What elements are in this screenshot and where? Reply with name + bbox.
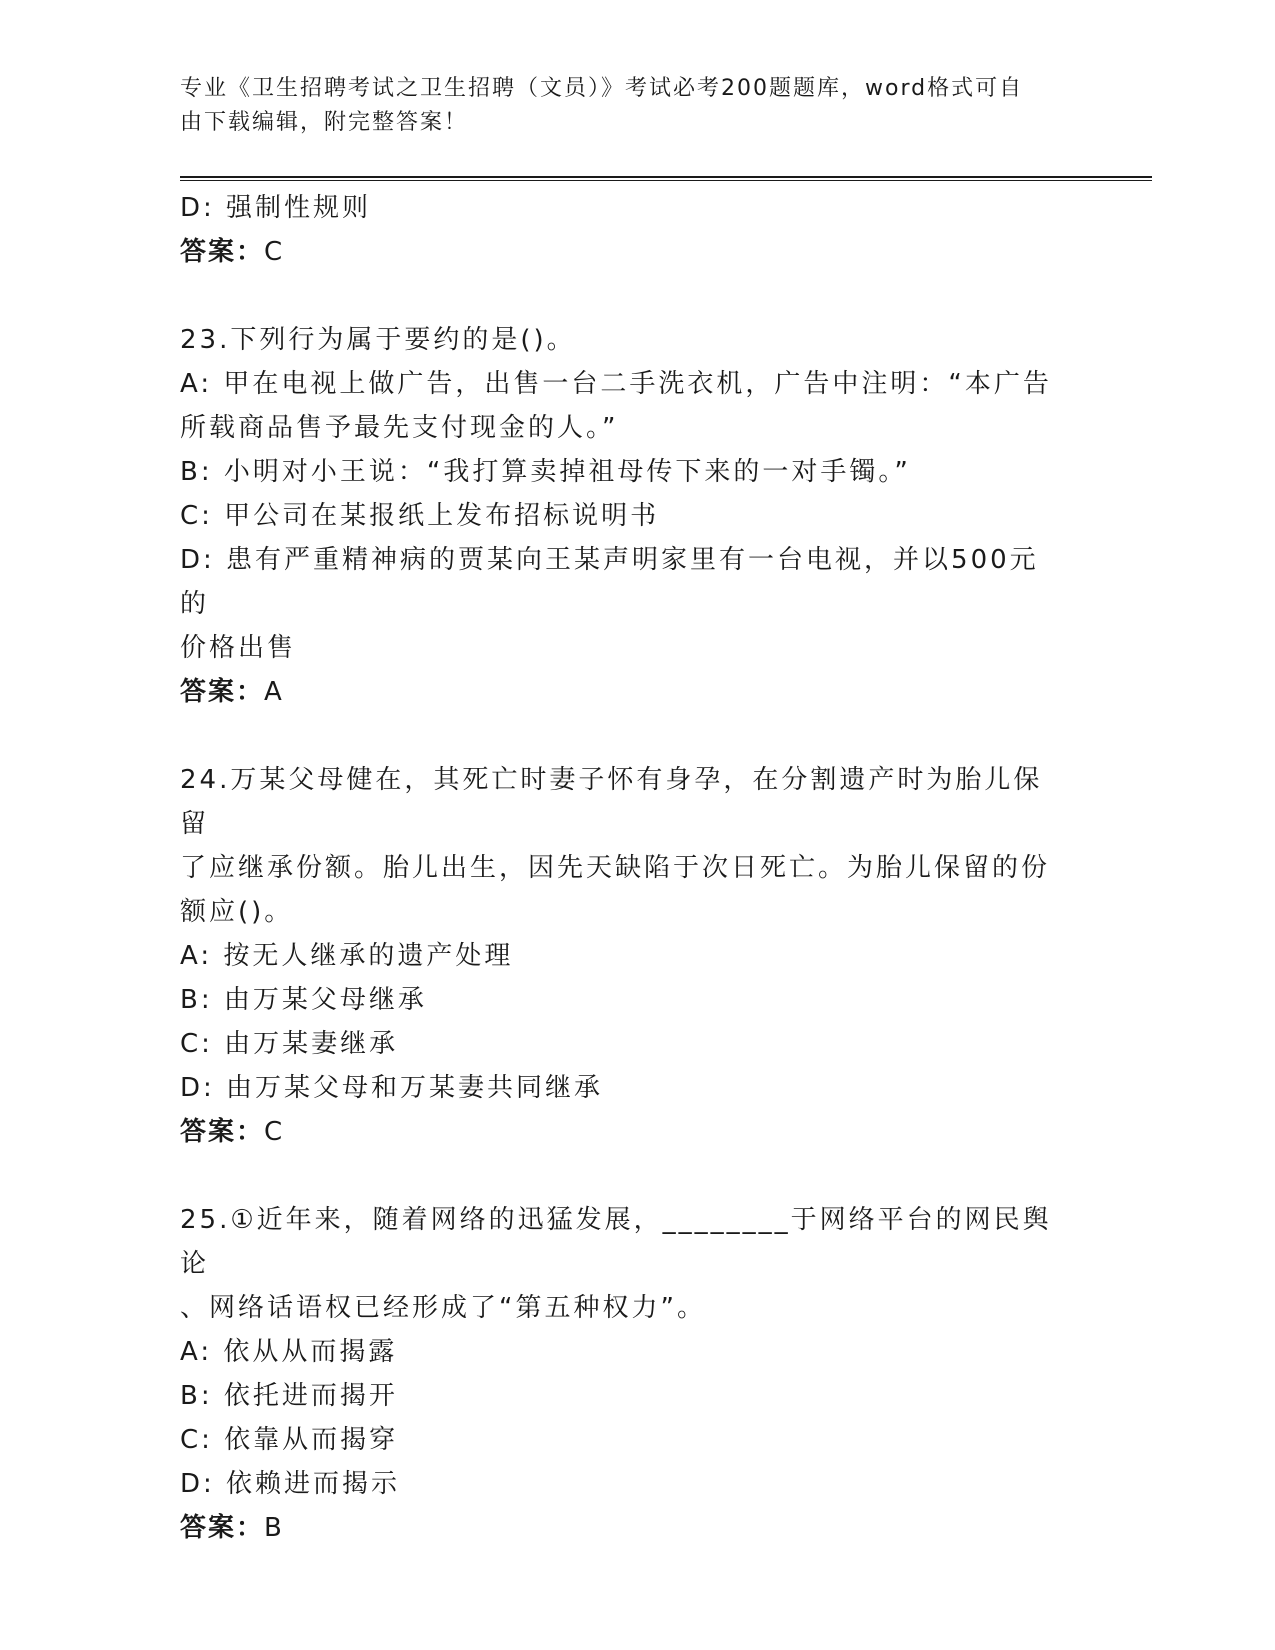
answer-label: 答案： <box>180 677 265 707</box>
option-c: C: 甲公司在某报纸上发布招标说明书 <box>180 501 660 531</box>
question-24 <box>180 758 1060 1154</box>
document-header <box>180 72 1060 140</box>
answer <box>180 670 1060 714</box>
header-line-1: 专业《卫生招聘考试之卫生招聘（文员）》考试必考200题题库，word格式可自 <box>180 76 1024 101</box>
question-stem-cont: 额应()。 <box>180 897 294 927</box>
answer <box>180 1110 1060 1154</box>
option-c: C: 依靠从而揭穿 <box>180 1425 399 1455</box>
question-25 <box>180 1198 1060 1550</box>
spacer <box>180 1154 1060 1198</box>
spacer <box>180 274 1060 318</box>
option-c: C: 由万某妻继承 <box>180 1029 399 1059</box>
answer-label: 答案： <box>180 237 265 267</box>
answer-value: C <box>264 1117 285 1147</box>
document-body <box>180 186 1060 1550</box>
answer-value: B <box>264 1513 284 1543</box>
question-stem-cont: 、网络话语权已经形成了“第五种权力”。 <box>180 1293 706 1323</box>
prev-answer <box>180 230 1060 274</box>
option-b: B: 依托进而揭开 <box>180 1381 398 1411</box>
option-d: D: 依赖进而揭示 <box>180 1469 401 1499</box>
answer-value: C <box>264 237 285 267</box>
question-stem-cont: 了应继承份额。胎儿出生，因先天缺陷于次日死亡。为胎儿保留的份 <box>180 853 1051 883</box>
answer <box>180 1506 1060 1550</box>
option-d: D: 由万某父母和万某妻共同继承 <box>180 1073 604 1103</box>
answer-label: 答案： <box>180 1513 265 1543</box>
option-a-cont: 所载商品售予最先支付现金的人。” <box>180 413 619 443</box>
header-line-2: 由下载编辑，附完整答案！ <box>180 110 469 135</box>
answer-value: A <box>264 677 284 707</box>
header-divider <box>180 176 1152 181</box>
answer-label: 答案： <box>180 1117 265 1147</box>
option-a: A: 按无人继承的遗产处理 <box>180 941 514 971</box>
option-d-cont: 价格出售 <box>180 633 297 663</box>
question-stem: 23.下列行为属于要约的是()。 <box>180 325 576 355</box>
question-stem: 25.①近年来，随着网络的迅猛发展，________于网络平台的网民舆论 <box>180 1205 1052 1279</box>
option-a: A: 甲在电视上做广告，出售一台二手洗衣机，广告中注明：“本广告 <box>180 369 1052 399</box>
prev-option-d: D: 强制性规则 <box>180 193 372 223</box>
option-b: B: 小明对小王说：“我打算卖掉祖母传下来的一对手镯。” <box>180 457 911 487</box>
option-b: B: 由万某父母继承 <box>180 985 427 1015</box>
question-23 <box>180 318 1060 714</box>
spacer <box>180 714 1060 758</box>
option-a: A: 依从从而揭露 <box>180 1337 398 1367</box>
option-d: D: 患有严重精神病的贾某向王某声明家里有一台电视，并以500元的 <box>180 545 1039 619</box>
question-stem: 24.万某父母健在，其死亡时妻子怀有身孕，在分割遗产时为胎儿保留 <box>180 765 1043 839</box>
